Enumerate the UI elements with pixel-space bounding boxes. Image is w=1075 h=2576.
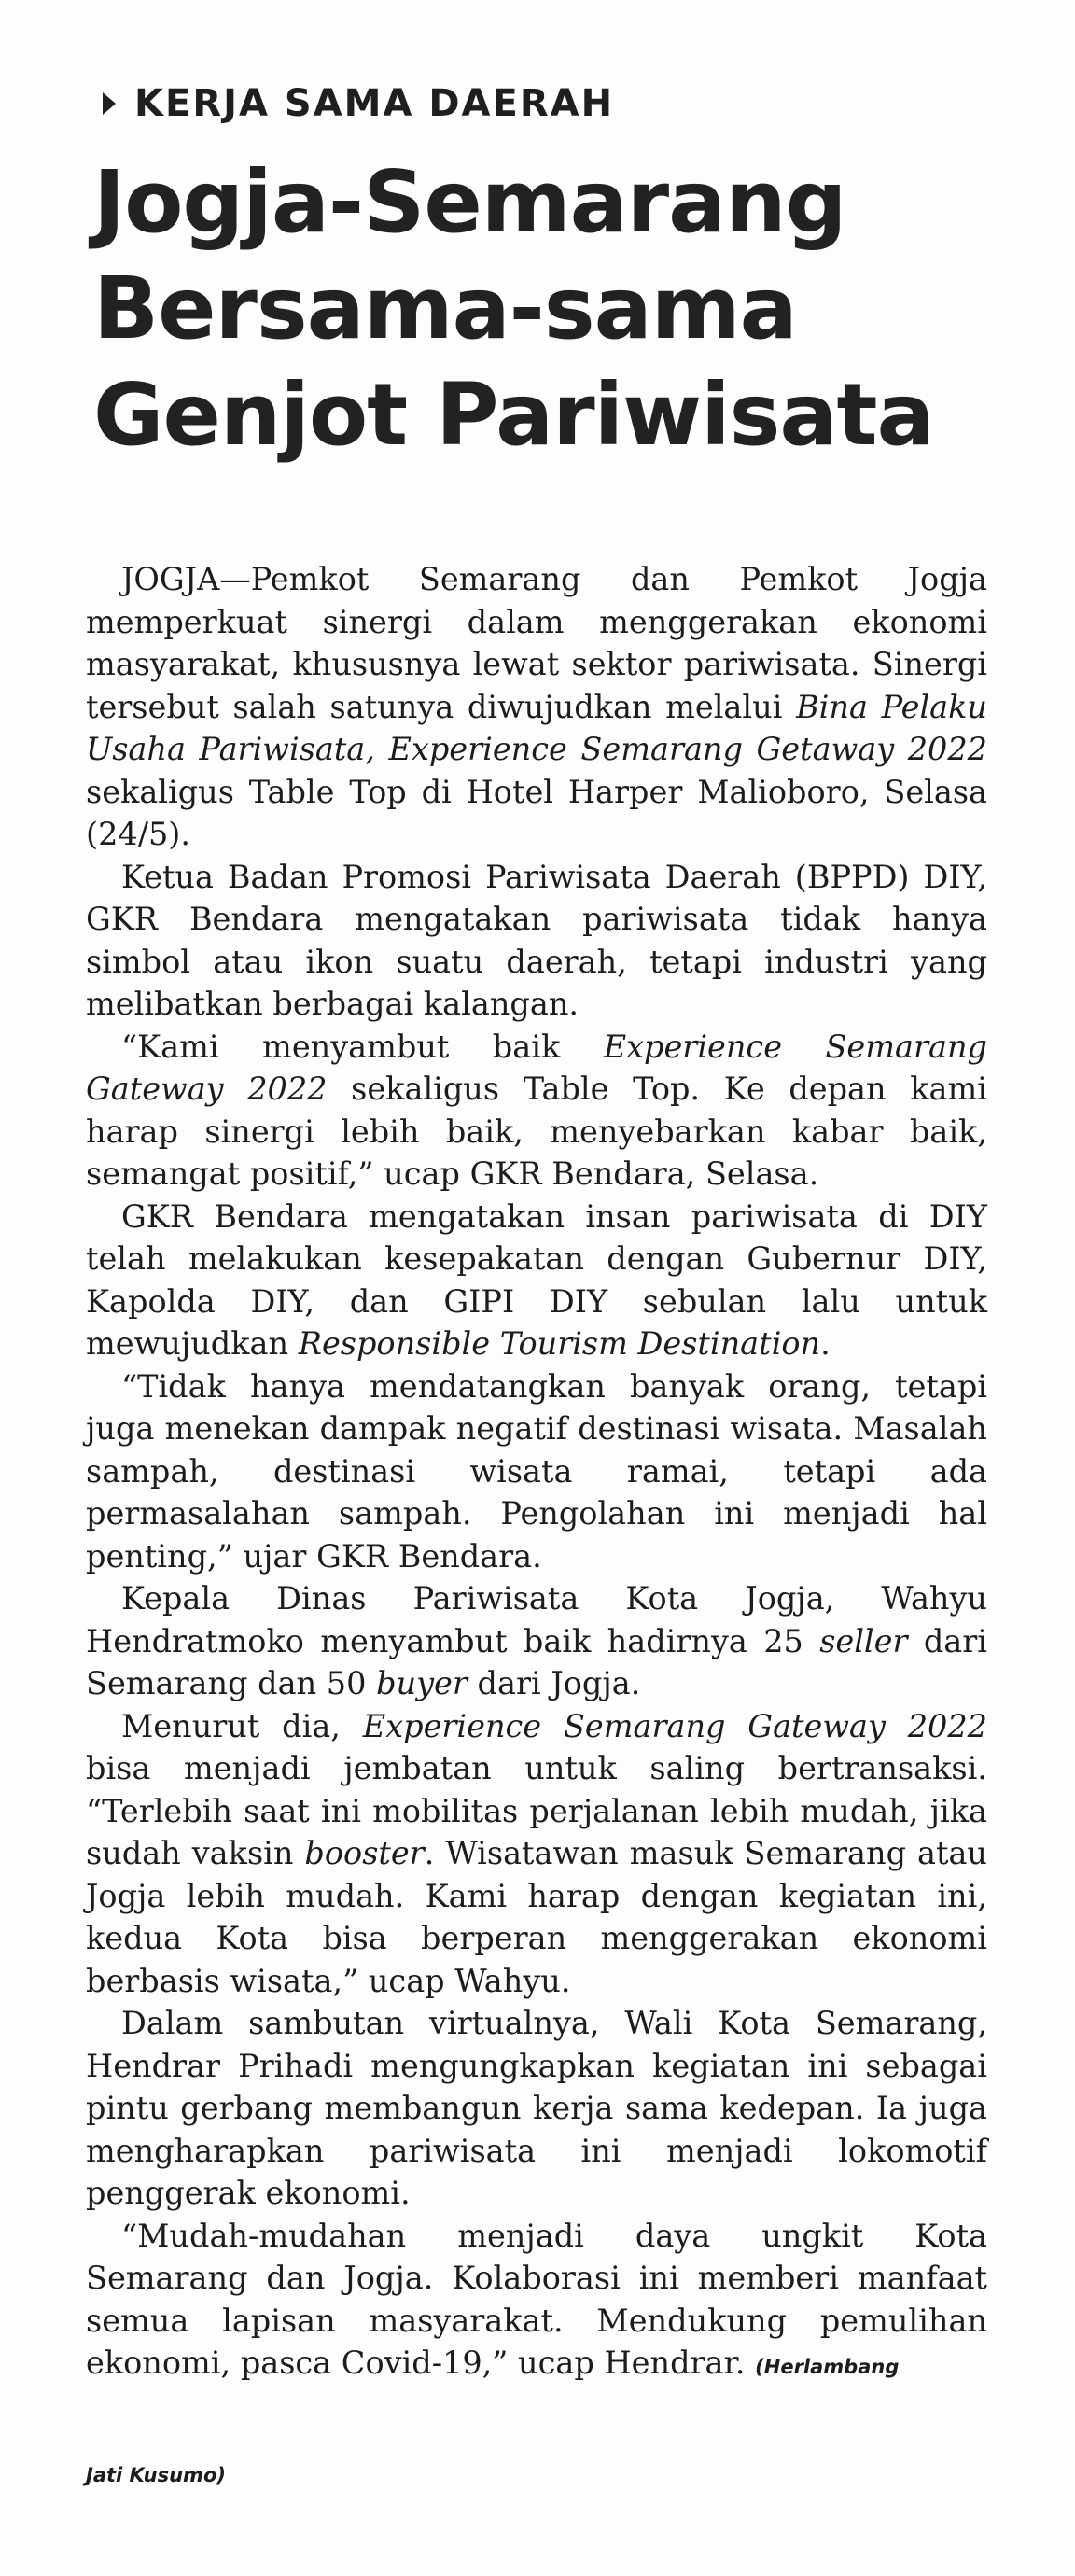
paragraph-6: Kepala Dinas Pariwisata Kota Jogja, Wahyu Hendratmoko menyambut baik hadirnya 25 seller dari Semarang dan 50 buyer dari Jogja. — [86, 1580, 987, 1701]
paragraph-5: “Tidak hanya mendatangkan banyak orang, tetapi juga menekan dampak negatif destinasi wisata. Masalah sampah, destinasi wisata ramai, tetapi ada permasalahan sampah. Pengolahan ini menjadi hal penting,” ujar GKR Bendara. — [86, 1367, 987, 1575]
paragraph-1: JOGJA—Pemkot Semarang dan Pemkot Jogja memperkuat sinergi dalam menggerakan ekonomi masyarakat, khususnya lewat sektor pariwisata. Sinergi tersebut salah satunya diwujudkan melalui Bina Pelaku Usaha Pariwisata, Experience Semarang Getaway 2022 sekaligus Table Top di Hotel Harper Malioboro, Selasa (24/5). — [86, 561, 988, 852]
paragraph-7: Menurut dia, Experience Semarang Gateway 2022 bisa menjadi jembatan untuk saling bertransaksi. “Terlebih saat ini mobilitas perjalanan lebih mudah, jika sudah vaksin booster. Wisatawan masuk Semarang atau Jogja lebih mudah. Kami harap dengan kegiatan ini, kedua Kota bisa berperan menggerakan ekonomi berbasis wisata,” ucap Wahyu. — [86, 1707, 987, 1999]
headline-line-2: Bersama-sama — [93, 259, 797, 358]
paragraph-4: GKR Bendara mengatakan insan pariwisata di DIY telah melakukan kesepakatan dengan Gubernur DIY, Kapolda DIY, dan GIPI DIY sebulan lalu untuk mewujudkan Responsible Tourism Destination. — [86, 1197, 987, 1362]
article-body — [86, 558, 987, 2389]
section-kicker — [103, 82, 614, 125]
byline-part-1: (Herlambang — [755, 2356, 900, 2378]
paragraph-8: Dalam sambutan virtualnya, Wali Kota Semarang, Hendrar Prihadi mengungkapkan kegiatan ini sebagai pintu gerbang membangun kerja sama kedepan. Ia juga mengharapkan pariwisata ini menjadi lokomotif penggerak ekonomi. — [86, 2005, 987, 2211]
paragraph-9: “Mudah-mudahan menjadi daya ungkit Kota Semarang dan Jogja. Kolaborasi ini memberi manfaat semua lapisan masyarakat. Mendukung pemulihan ekonomi, pasca Covid-19,” ucap Hendrar. (Herlambang — [86, 2217, 987, 2381]
paragraph-2: Ketua Badan Promosi Pariwisata Daerah (BPPD) DIY, GKR Bendara mengatakan pariwisata tidak hanya simbol atau ikon suatu daerah, tetapi industri yang melibatkan berbagai kalangan. — [86, 858, 987, 1022]
triangle-bullet-icon — [103, 92, 116, 115]
headline-line-1: Jogja-Semarang — [93, 152, 846, 252]
paragraph-3: “Kami menyambut baik Experience Semarang Gateway 2022 sekaligus Table Top. Ke depan kami harap sinergi lebih baik, menyebarkan kabar baik, semangat positif,” ucap GKR Bendara, Selasa. — [86, 1028, 987, 1192]
section-kicker-label: KERJA SAMA DAERAH — [134, 82, 615, 125]
headline-line-3: Genjot Pariwisata — [93, 365, 934, 465]
headline — [93, 149, 1026, 469]
byline-part-2: Jati Kusumo) — [86, 2464, 226, 2486]
